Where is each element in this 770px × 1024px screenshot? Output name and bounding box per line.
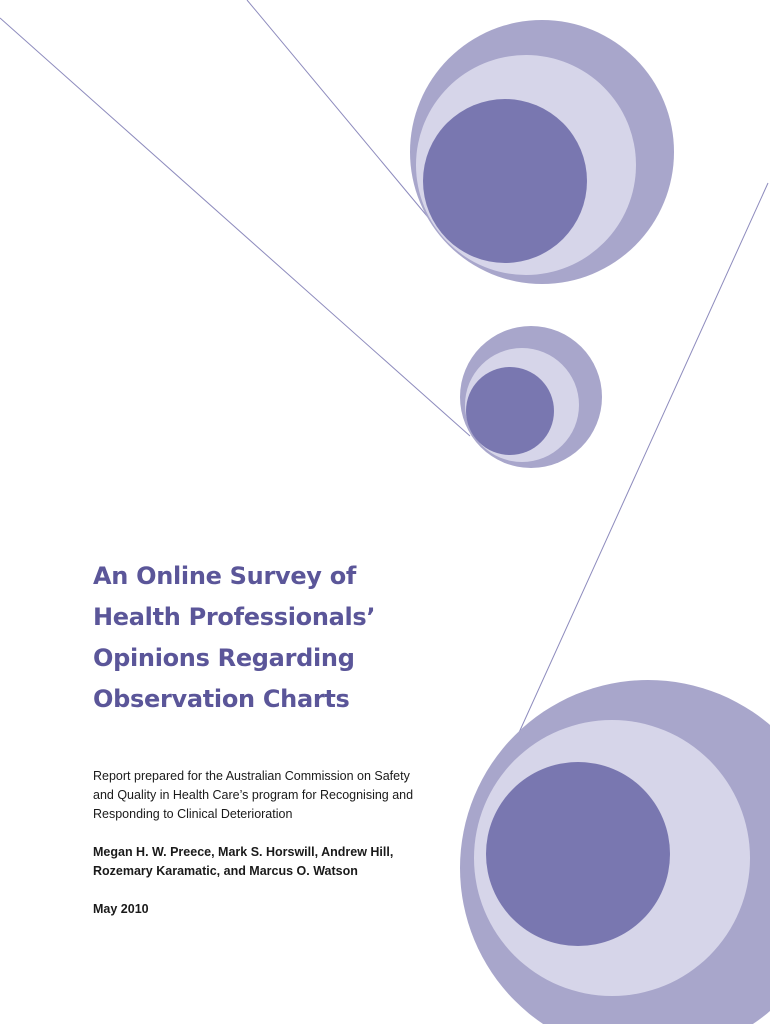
description-line: and Quality in Health Care’s program for Recognising and bbox=[93, 788, 414, 802]
concentric-circles-large bbox=[410, 20, 674, 284]
description-line: Report prepared for the Australian Commission on Safety bbox=[93, 769, 410, 783]
date-text: May 2010 bbox=[93, 902, 149, 916]
diagonal-line-top bbox=[247, 0, 432, 222]
title-line: Observation Charts bbox=[93, 685, 350, 713]
concentric-circles-bottom bbox=[460, 680, 770, 1024]
title-line: An Online Survey of bbox=[93, 562, 357, 590]
author-list bbox=[93, 843, 393, 881]
description-line: Responding to Clinical Deterioration bbox=[93, 807, 293, 821]
title-line: Health Professionals’ bbox=[93, 603, 376, 631]
concentric-circles-small bbox=[460, 326, 602, 468]
author-line: Megan H. W. Preece, Mark S. Horswill, Andrew Hill, bbox=[93, 845, 394, 859]
report-title bbox=[93, 556, 513, 720]
author-line: Rozemary Karamatic, and Marcus O. Watson bbox=[93, 864, 358, 878]
title-line: Opinions Regarding bbox=[93, 644, 355, 672]
report-description bbox=[93, 767, 413, 824]
publication-date bbox=[93, 900, 149, 919]
diagonal-line-left bbox=[0, 18, 470, 436]
